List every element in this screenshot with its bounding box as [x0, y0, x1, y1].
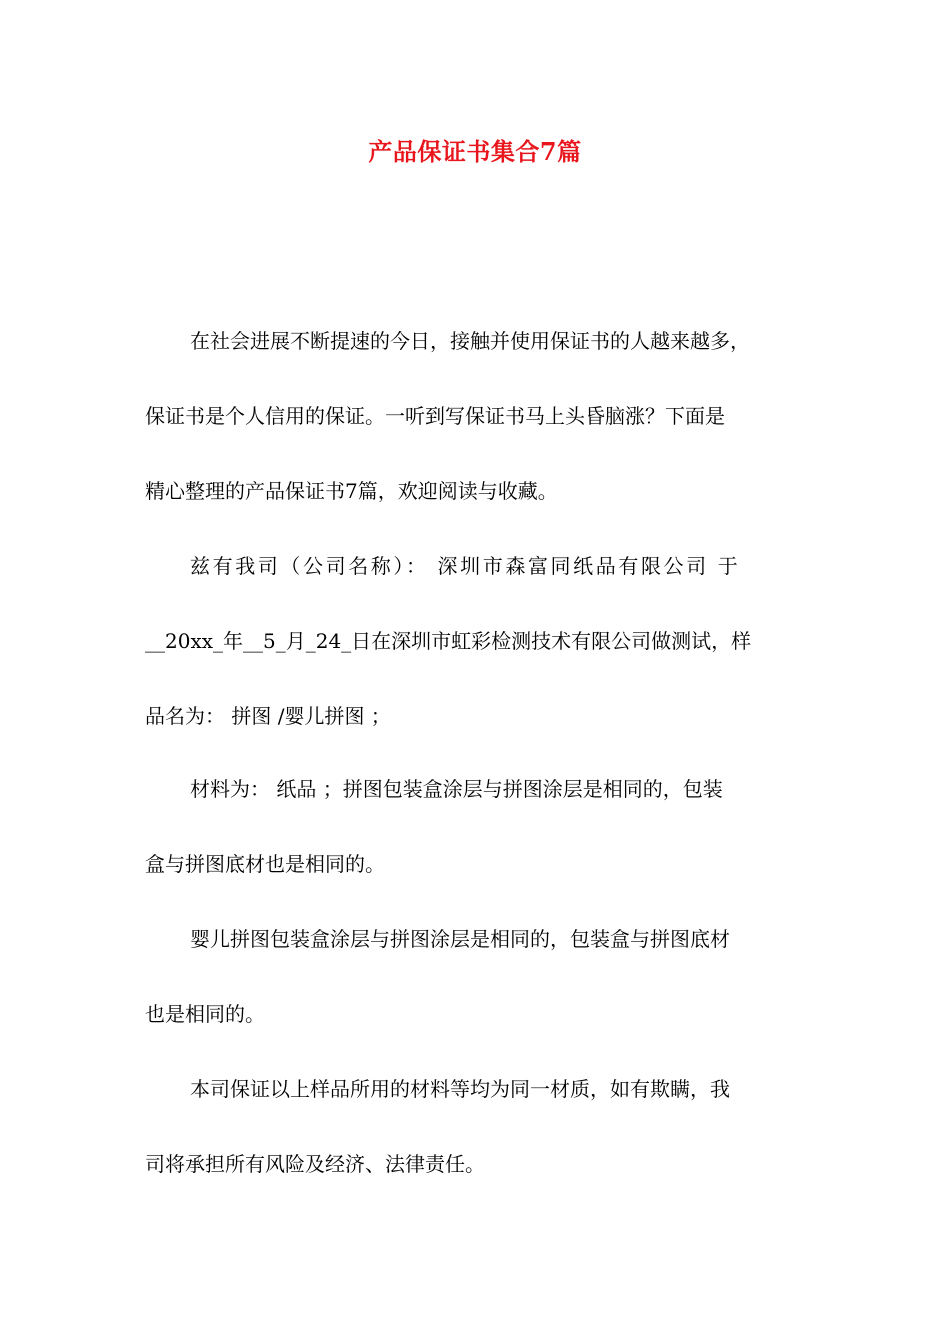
paragraph-line: 婴儿拼图包装盒涂层与拼图涂层是相同的，包装盒与拼图底材 [190, 927, 730, 951]
paragraph-line: 材料为： 纸品 ；拼图包装盒涂层与拼图涂层是相同的，包装 [190, 777, 723, 801]
paragraph-line: 兹有我司（公司名称）： 深圳市森富同纸品有限公司 于 [190, 554, 741, 578]
paragraph-line: 盒与拼图底材也是相同的。 [145, 852, 385, 876]
paragraph-line: 保证书是个人信用的保证。一听到写保证书马上头昏脑涨？下面是 [145, 404, 725, 428]
paragraph-line: 司将承担所有风险及经济、法律责任。 [145, 1152, 485, 1176]
document-title: 产品保证书集合7篇 [368, 137, 582, 166]
paragraph-line: 品名为： 拼图 /婴儿拼图 ； [145, 704, 391, 728]
paragraph-line: 也是相同的。 [145, 1002, 265, 1026]
paragraph-line: __20xx_年__5_月_24_日在深圳市虹彩检测技术有限公司做测试，样 [145, 629, 752, 653]
paragraph-line: 在社会进展不断提速的今日，接触并使用保证书的人越来越多， [190, 329, 750, 353]
paragraph-line: 本司保证以上样品所用的材料等均为同一材质，如有欺瞒，我 [190, 1077, 730, 1101]
paragraph-line: 精心整理的产品保证书7篇，欢迎阅读与收藏。 [145, 479, 558, 503]
